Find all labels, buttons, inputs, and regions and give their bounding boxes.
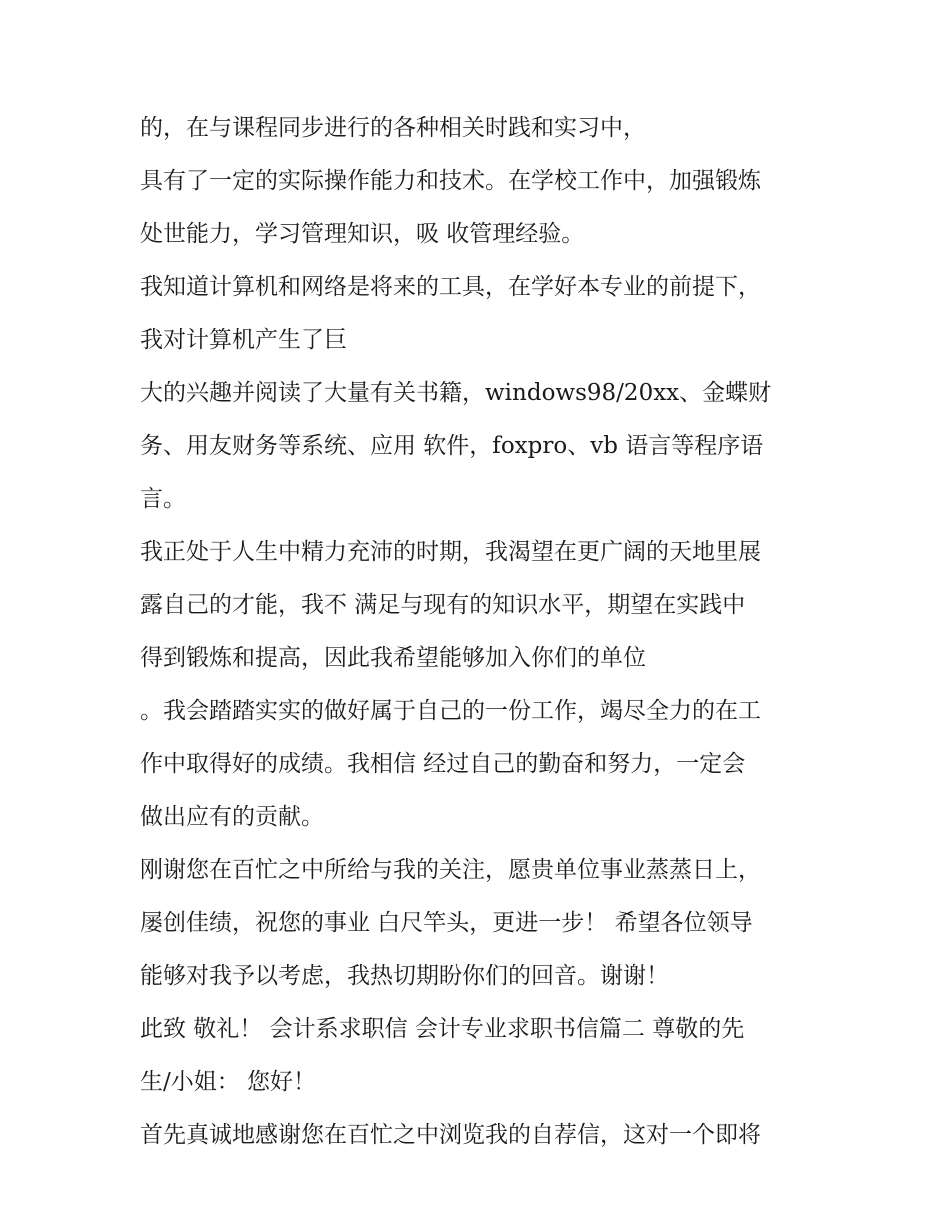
text-line: 此致 敬礼！ 会计系求职信 会计专业求职书信篇二 尊敬的先 [140, 1016, 745, 1042]
text-line: 首先真诚地感谢您在百忙之中浏览我的自荐信，这对一个即将 [140, 1122, 761, 1148]
text-line: 生/小姐： 您好！ [140, 1069, 317, 1095]
text-line: 能够对我予以考虑，我热切期盼你们的回音。谢谢！ [140, 963, 669, 989]
text-line: 大的兴趣并阅读了大量有关书籍，windows98/20xx、金蝶财 [140, 380, 772, 406]
text-line: 我对计算机产生了巨 [140, 327, 347, 353]
text-line: 屡创佳绩，祝您的事业 白尺竿头，更进一步！ 希望各位领导 [140, 910, 753, 936]
text-line: 言。 [140, 486, 186, 512]
document-body [140, 106, 830, 1166]
text-line: 我正处于人生中精力充沛的时期，我渴望在更广阔的天地里展 [140, 539, 761, 565]
text-line: 得到锻炼和提高，因此我希望能够加入你们的单位 [140, 645, 646, 671]
text-line: 处世能力，学习管理知识，吸 收管理经验。 [140, 221, 585, 247]
text-line: 具有了一定的实际操作能力和技术。在学校工作中，加强锻炼 [140, 168, 761, 194]
text-line: 。我会踏踏实实的做好属于自己的一份工作，竭尽全力的在工 [140, 698, 761, 724]
text-line: 做出应有的贡献。 [140, 804, 324, 830]
text-line: 作中取得好的成绩。我相信 经过自己的勤奋和努力，一定会 [140, 751, 746, 777]
text-line: 务、用友财务等系统、应用 软件，foxpro、vb 语言等程序语 [140, 433, 764, 459]
text-line: 的，在与课程同步进行的各种相关时践和实习中， [140, 115, 646, 141]
text-line: 刚谢您在百忙之中所给与我的关注，愿贵单位事业蒸蒸日上， [140, 857, 761, 883]
text-line: 露自己的才能，我不 满足与现有的知识水平，期望在实践中 [140, 592, 746, 618]
text-line: 我知道计算机和网络是将来的工具，在学好本专业的前提下， [140, 274, 761, 300]
